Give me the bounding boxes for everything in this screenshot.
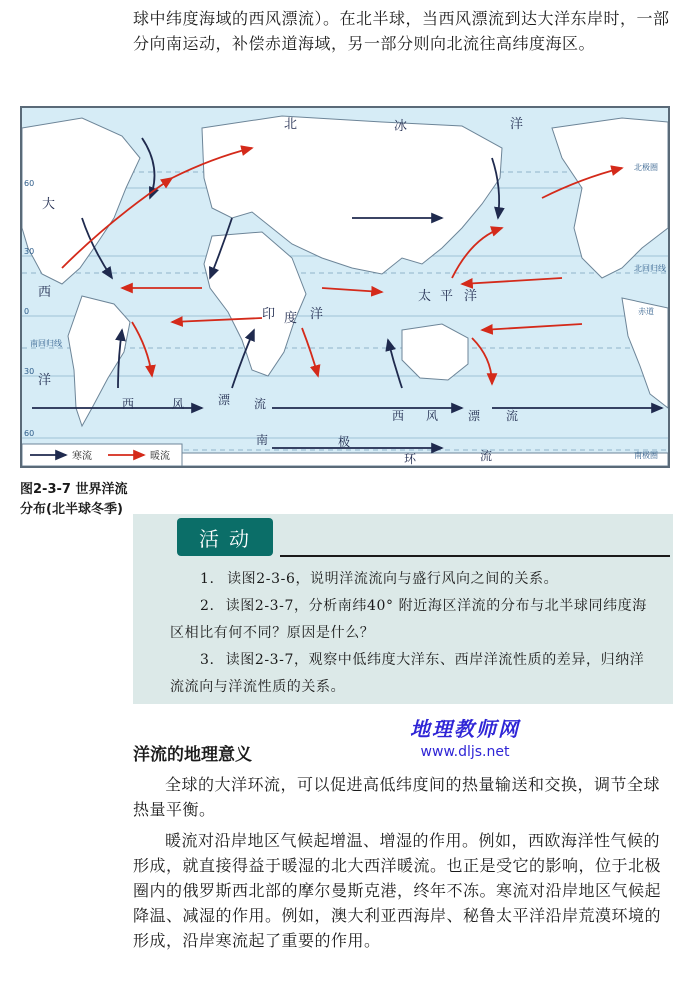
current-label: 南 bbox=[256, 433, 269, 447]
current-label: 西 bbox=[392, 409, 405, 423]
current-label: 风 bbox=[426, 409, 439, 423]
activity-item-text: 读图2-3-7，观察中低纬度大洋东、西岸洋流性质的差异，归纳洋流流向与洋流性质的关系。 bbox=[170, 652, 645, 695]
activity-item-number: 1. bbox=[200, 571, 215, 587]
current-label: 西 bbox=[122, 397, 135, 411]
ocean-label: 度 bbox=[284, 311, 298, 326]
current-label: 漂 bbox=[218, 393, 231, 407]
ocean-label: 大 bbox=[42, 197, 56, 212]
tropic-label: 南回归线 bbox=[30, 339, 62, 348]
watermark-title: 地理教师网 bbox=[410, 717, 520, 741]
latitude-label: 60 bbox=[24, 429, 35, 438]
latitude-label: 0 bbox=[24, 307, 30, 316]
current-label: 极 bbox=[338, 435, 351, 449]
activity-item-text: 读图2-3-6，说明洋流流向与盛行风向之间的关系。 bbox=[227, 571, 559, 587]
world-ocean-currents-map bbox=[20, 106, 670, 468]
legend-cold-label: 寒流 bbox=[72, 451, 92, 462]
latitude-label: 60 bbox=[24, 179, 35, 188]
south-america-land bbox=[68, 296, 130, 426]
activity-item-number: 2. bbox=[200, 598, 215, 614]
activity-item bbox=[170, 593, 654, 647]
activity-tab: 活动 bbox=[177, 518, 273, 556]
ocean-label: 西 bbox=[38, 285, 52, 300]
americas-east-land bbox=[552, 118, 668, 278]
current-label: 环 bbox=[404, 452, 417, 466]
warm-current-monsoon bbox=[322, 288, 382, 292]
ocean-label: 洋 bbox=[464, 289, 478, 304]
activity-item bbox=[170, 647, 654, 701]
circle-label: 南极圈 bbox=[634, 451, 658, 460]
tropic-label: 北回归线 bbox=[634, 264, 666, 273]
map-legend bbox=[22, 444, 182, 466]
current-label: 流 bbox=[480, 449, 493, 463]
watermark bbox=[380, 713, 550, 760]
ocean-label: 洋 bbox=[510, 117, 524, 132]
section-paragraph: 全球的大洋环流，可以促进高低纬度间的热量输送和交换，调节全球热量平衡。 bbox=[133, 775, 661, 819]
warm-current-east-australia bbox=[472, 338, 492, 384]
warm-current-mozambique bbox=[302, 328, 318, 376]
section-heading: 洋流的地理意义 bbox=[133, 745, 252, 765]
activity-divider bbox=[280, 555, 670, 557]
activity-item-text: 读图2-3-7，分析南纬40° 附近海区洋流的分布与北半球同纬度海区相比有何不同？原因是什么？ bbox=[170, 598, 647, 641]
activity-item-number: 3. bbox=[200, 652, 215, 668]
circle-label: 北极圈 bbox=[634, 163, 658, 172]
cold-current-west-australia bbox=[388, 340, 402, 388]
ocean-label: 北 bbox=[284, 117, 298, 132]
section-paragraph: 暖流对沿岸地区气候起增温、增湿的作用。例如，西欧海洋性气候的形成，就直接得益于暖湿的北大西洋暖流。也正是受它的影响，位于北极圈内的俄罗斯西北部的摩尔曼斯克港，终年不冻。寒流对沿岸地区气候起降温、减湿的作用。例如，澳大利亚西海岸、秘鲁太平洋沿岸荒漠环境的形成，沿岸寒流起了重要的作用。 bbox=[133, 831, 662, 950]
warm-current-north-equatorial-2 bbox=[462, 278, 562, 284]
figure-caption: 图2-3-7 世界洋流分布(北半球冬季) bbox=[20, 482, 128, 517]
equator-label: 赤道 bbox=[638, 307, 654, 316]
australia-land bbox=[402, 324, 468, 380]
cold-current-labrador bbox=[142, 138, 155, 198]
activity-item bbox=[170, 566, 654, 593]
current-label: 风 bbox=[172, 397, 185, 411]
current-label: 流 bbox=[506, 409, 519, 423]
watermark-url: www.dljs.net bbox=[420, 744, 510, 760]
intro-paragraph: 球中纬度海域的西风漂流）。在北半球，当西风漂流到达大洋东岸时，一部分向南运动，补偿赤道海域，另一部分则向北流往高纬度海区。 bbox=[133, 9, 670, 53]
warm-current-brazil bbox=[132, 322, 152, 376]
ocean-label: 太 bbox=[418, 289, 432, 304]
current-label: 流 bbox=[254, 397, 267, 411]
legend-warm-label: 暖流 bbox=[150, 451, 170, 462]
latitude-label: 30 bbox=[24, 367, 35, 376]
latitude-label: 30 bbox=[24, 247, 35, 256]
ocean-label: 洋 bbox=[38, 373, 52, 388]
current-label: 漂 bbox=[468, 409, 481, 423]
warm-current-kuroshio bbox=[452, 228, 502, 278]
warm-current-south-equatorial-2 bbox=[482, 324, 582, 330]
ocean-label: 冰 bbox=[394, 119, 408, 134]
map-canvas bbox=[22, 108, 668, 466]
ocean-label: 洋 bbox=[310, 307, 324, 322]
ocean-label: 平 bbox=[440, 289, 454, 304]
ocean-label: 印 bbox=[262, 307, 276, 322]
north-america-land bbox=[22, 118, 140, 284]
